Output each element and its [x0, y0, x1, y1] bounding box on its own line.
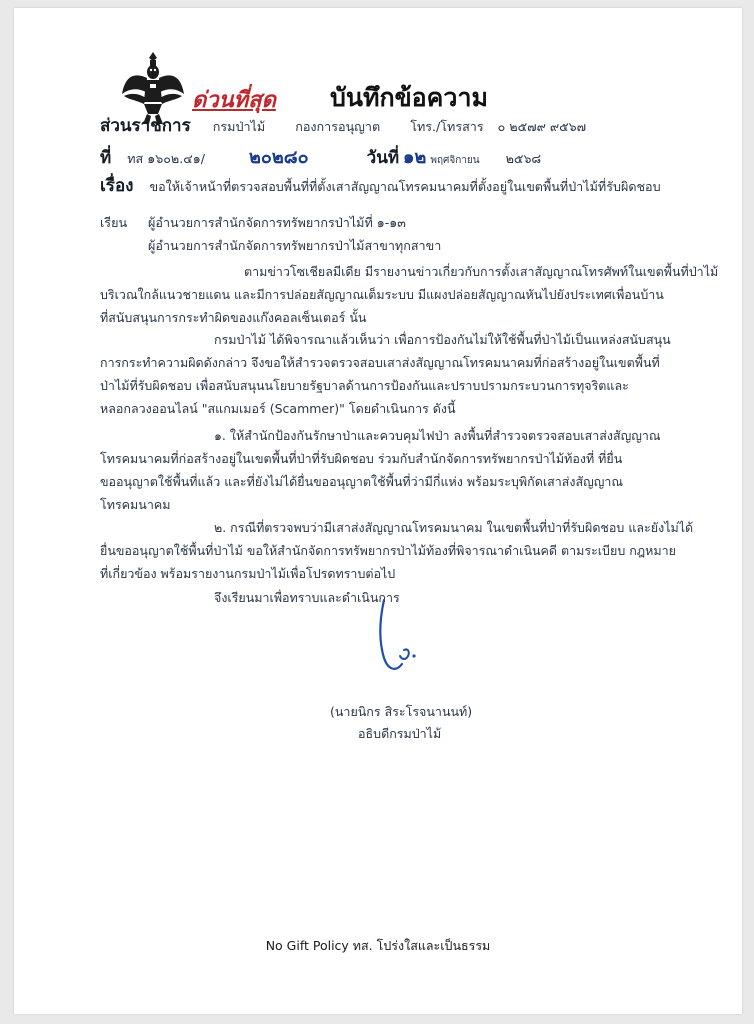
division-value: กองการอนุญาต	[295, 119, 381, 134]
paragraph-4-line-3: ที่เกี่ยวข้อง พร้อมรายงานกรมป่าไม้เพื่อโปรดทราบต่อไป	[100, 566, 396, 581]
paragraph-3-line-4: โทรคมนาคม	[100, 497, 171, 512]
date-month: พฤศจิกายน	[430, 155, 480, 166]
paragraph-1-line-2: บริเวณใกล้แนวชายแดน และมีการปล่อยสัญญาณเต็มระบบ มีแผงปล่อยสัญญาณหันไปยังประเทศเพื่อนบ้าน	[100, 287, 664, 302]
handwritten-signature	[374, 598, 444, 678]
paragraph-1-line-3: ที่สนับสนุนการกระทำผิดของแก๊งคอลเซ็นเตอร์ นั้น	[100, 310, 367, 325]
date-label: วันที่	[366, 148, 400, 168]
phone-value: ๐ ๒๕๗๙ ๙๕๖๗	[497, 119, 587, 134]
document-title: บันทึกข้อความ	[330, 83, 488, 112]
ref-number: ๒๐๒๘๐	[249, 147, 309, 168]
agency-row	[100, 112, 586, 139]
addressee-line-1: ผู้อำนวยการสำนักจัดการทรัพยากรป่าไม้ที่ ๑-๑๓	[148, 215, 406, 230]
agency-label: ส่วนราชการ	[100, 116, 191, 136]
ref-prefix: ทส ๑๖๐๒.๔๑/	[127, 151, 205, 166]
subject-label: เรื่อง	[100, 176, 134, 196]
subject-text: ขอให้เจ้าหน้าที่ตรวจสอบพื้นที่ที่ตั้งเสาสัญญาณโทรคมนาคมที่ตั้งอยู่ในเขตพื้นที่ป่าไม้ที่รับผิดชอบ	[149, 179, 661, 194]
addressee-label: เรียน	[100, 215, 128, 230]
paragraph-3-line-3: ขออนุญาตใช้พื้นที่แล้ว และที่ยังไม่ได้ยื่นขออนุญาตใช้พื้นที่ว่ามีกี่แห่ง พร้อมระบุพิกัดเสาส่งสัญญาณ	[100, 474, 624, 489]
signatory-position: อธิบดีกรมป่าไม้	[358, 726, 442, 741]
paragraph-2-line-3: ป่าไม้ที่รับผิดชอบ เพื่อสนับสนุนนโยบายรัฐบาลด้านการป้องกันและปราบปรามกระบวนการทุจริตและ	[100, 378, 629, 393]
phone-label: โทร./โทรสาร	[410, 119, 484, 134]
paragraph-3-line-1: ๑. ให้สำนักป้องกันรักษาป่าและควบคุมไฟป่า ลงพื้นที่สำรวจตรวจสอบเสาส่งสัญญาณ	[214, 428, 661, 443]
paragraph-1-line-1: ตามข่าวโซเชียลมีเดีย มีรายงานข่าวเกี่ยวกับการตั้งเสาสัญญาณโทรศัพท์ในเขตพื้นที่ป่าไม้	[244, 264, 719, 279]
paragraph-2-line-4: หลอกลวงออนไลน์ "สแกมเมอร์ (Scammer)" โดยดำเนินการ ดังนี้	[100, 401, 456, 416]
urgent-stamp: ด่วนที่สุด	[192, 88, 276, 113]
memo-page	[14, 8, 742, 1014]
ref-label: ที่	[100, 148, 112, 168]
date-year: ๒๕๖๘	[505, 151, 542, 166]
paragraph-4-line-2: ยื่นขออนุญาตใช้พื้นที่ป่าไม้ ขอให้สำนักจัดการทรัพยากรป่าไม้ท้องที่พิจารณาดำเนินคดี ตามระเบียบ กฎหมาย	[100, 543, 677, 558]
footer-policy: No Gift Policy ทส. โปร่งใสและเป็นธรรม	[265, 938, 491, 953]
paragraph-2-line-1: กรมป่าไม้ ได้พิจารณาแล้วเห็นว่า เพื่อการป้องกันไม่ให้ใช้พื้นที่ป่าไม้เป็นแหล่งสนับสนุน	[214, 332, 671, 347]
paragraph-2-line-2: การกระทำความผิดดังกล่าว จึงขอให้สำรวจตรวจสอบเสาส่งสัญญาณโทรคมนาคมที่ก่อสร้างอยู่ในเขตพื้นที่	[100, 355, 660, 370]
reference-row	[100, 142, 541, 171]
subject-row	[100, 172, 661, 199]
addressee-line-2: ผู้อำนวยการสำนักจัดการทรัพยากรป่าไม้สาขาทุกสาขา	[148, 238, 442, 253]
closing-line: จึงเรียนมาเพื่อทราบและดำเนินการ	[214, 590, 400, 605]
date-day: ๑๒	[403, 147, 427, 168]
paragraph-3-line-2: โทรคมนาคมที่ก่อสร้างอยู่ในเขตพื้นที่ป่าที่รับผิดชอบ ร่วมกับสำนักจัดการทรัพยากรป่าไม้ท้องที่ ที่ยื่น	[100, 451, 623, 466]
agency-value: กรมป่าไม้	[212, 119, 266, 134]
paragraph-4-line-1: ๒. กรณีที่ตรวจพบว่ามีเสาส่งสัญญาณโทรคมนาคม ในเขตพื้นที่ป่าที่รับผิดชอบ และยังไม่ได้	[214, 520, 694, 535]
signatory-name: (นายนิกร สิระโรจนานนท์)	[330, 704, 473, 719]
